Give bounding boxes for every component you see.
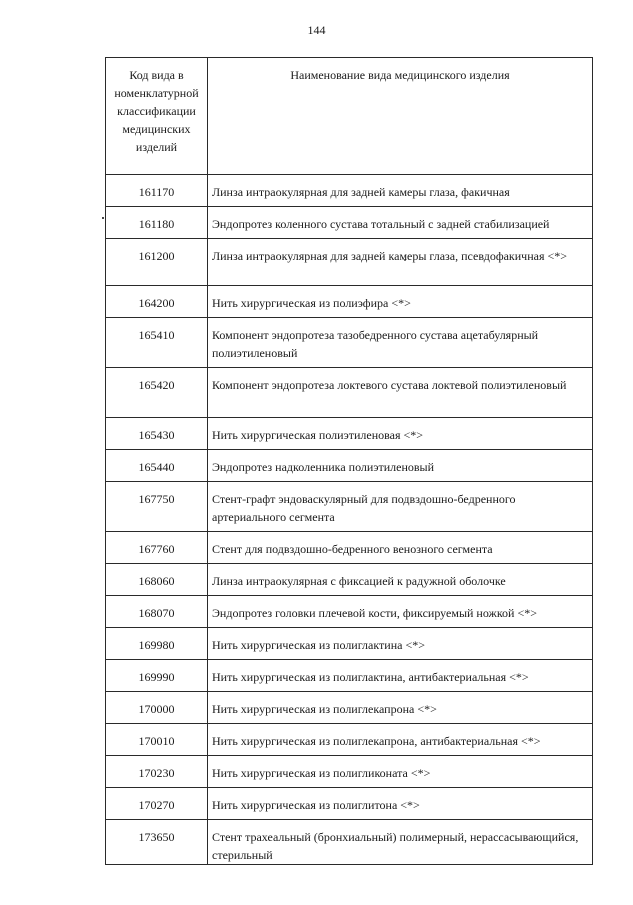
table-row [106,418,593,450]
table-row [106,788,593,820]
table-row [106,175,593,207]
device-name: Эндопротез головки плечевой кости, фиксируемый ножкой <*> [208,596,593,628]
table-row [106,756,593,788]
device-code: 170270 [106,788,208,820]
device-code: 170000 [106,692,208,724]
table-row [106,239,593,286]
device-code: 164200 [106,286,208,318]
scan-mark [102,217,104,219]
device-code: 168060 [106,564,208,596]
device-name: Нить хирургическая из полиглекапрона <*> [208,692,593,724]
device-name: Нить хирургическая из полиглактина <*> [208,628,593,660]
table-header-row [106,58,593,175]
code-column-header: Код вида в номенклатурной классификации медицинских изделий [106,58,208,175]
table-row [106,628,593,660]
device-code: 167760 [106,532,208,564]
device-code: 161180 [106,207,208,239]
device-name: Линза интраокулярная для задней камеры глаза, псевдофакичная <*> [208,239,593,286]
device-name: Стент трахеальный (бронхиальный) полимерный, нерассасывающийся, стерильный [208,820,593,865]
device-name: Нить хирургическая из полиглактина, антибактериальная <*> [208,660,593,692]
device-name: Компонент эндопротеза локтевого сустава локтевой полиэтиленовый [208,368,593,418]
device-code: 161200 [106,239,208,286]
name-column-header: Наименование вида медицинского изделия [208,58,593,175]
device-name: Линза интраокулярная с фиксацией к радужной оболочке [208,564,593,596]
device-name: Стент для подвздошно-бедренного венозного сегмента [208,532,593,564]
device-name: Линза интраокулярная для задней камеры глаза, факичная [208,175,593,207]
device-name: Нить хирургическая из полиглитона <*> [208,788,593,820]
device-code: 168070 [106,596,208,628]
table-row [106,596,593,628]
device-code: 167750 [106,482,208,532]
table-row [106,368,593,418]
device-code: 170230 [106,756,208,788]
device-code: 165430 [106,418,208,450]
table-row [106,482,593,532]
table-row [106,532,593,564]
device-name: Нить хирургическая из полигликоната <*> [208,756,593,788]
device-name: Нить хирургическая из полиглекапрона, антибактериальная <*> [208,724,593,756]
table-row [106,207,593,239]
device-code: 170010 [106,724,208,756]
device-code: 169990 [106,660,208,692]
device-code: 165410 [106,318,208,368]
device-code: 165420 [106,368,208,418]
device-name: Нить хирургическая полиэтиленовая <*> [208,418,593,450]
table-row [106,318,593,368]
device-code: 173650 [106,820,208,865]
table-row [106,564,593,596]
device-code: 165440 [106,450,208,482]
device-name: Эндопротез коленного сустава тотальный с задней стабилизацией [208,207,593,239]
medical-devices-table [105,57,593,865]
table-row [106,286,593,318]
device-name: Нить хирургическая из полиэфира <*> [208,286,593,318]
page-number: 144 [307,23,326,37]
device-code: 161170 [106,175,208,207]
device-name: Эндопротез надколенника полиэтиленовый [208,450,593,482]
table-row [106,820,593,865]
table-row [106,692,593,724]
table-row [106,724,593,756]
table-row [106,660,593,692]
device-name: Компонент эндопротеза тазобедренного сустава ацетабулярный полиэтиленовый [208,318,593,368]
device-code: 169980 [106,628,208,660]
table-row [106,450,593,482]
device-name: Стент-графт эндоваскулярный для подвздошно-бедренного артериального сегмента [208,482,593,532]
